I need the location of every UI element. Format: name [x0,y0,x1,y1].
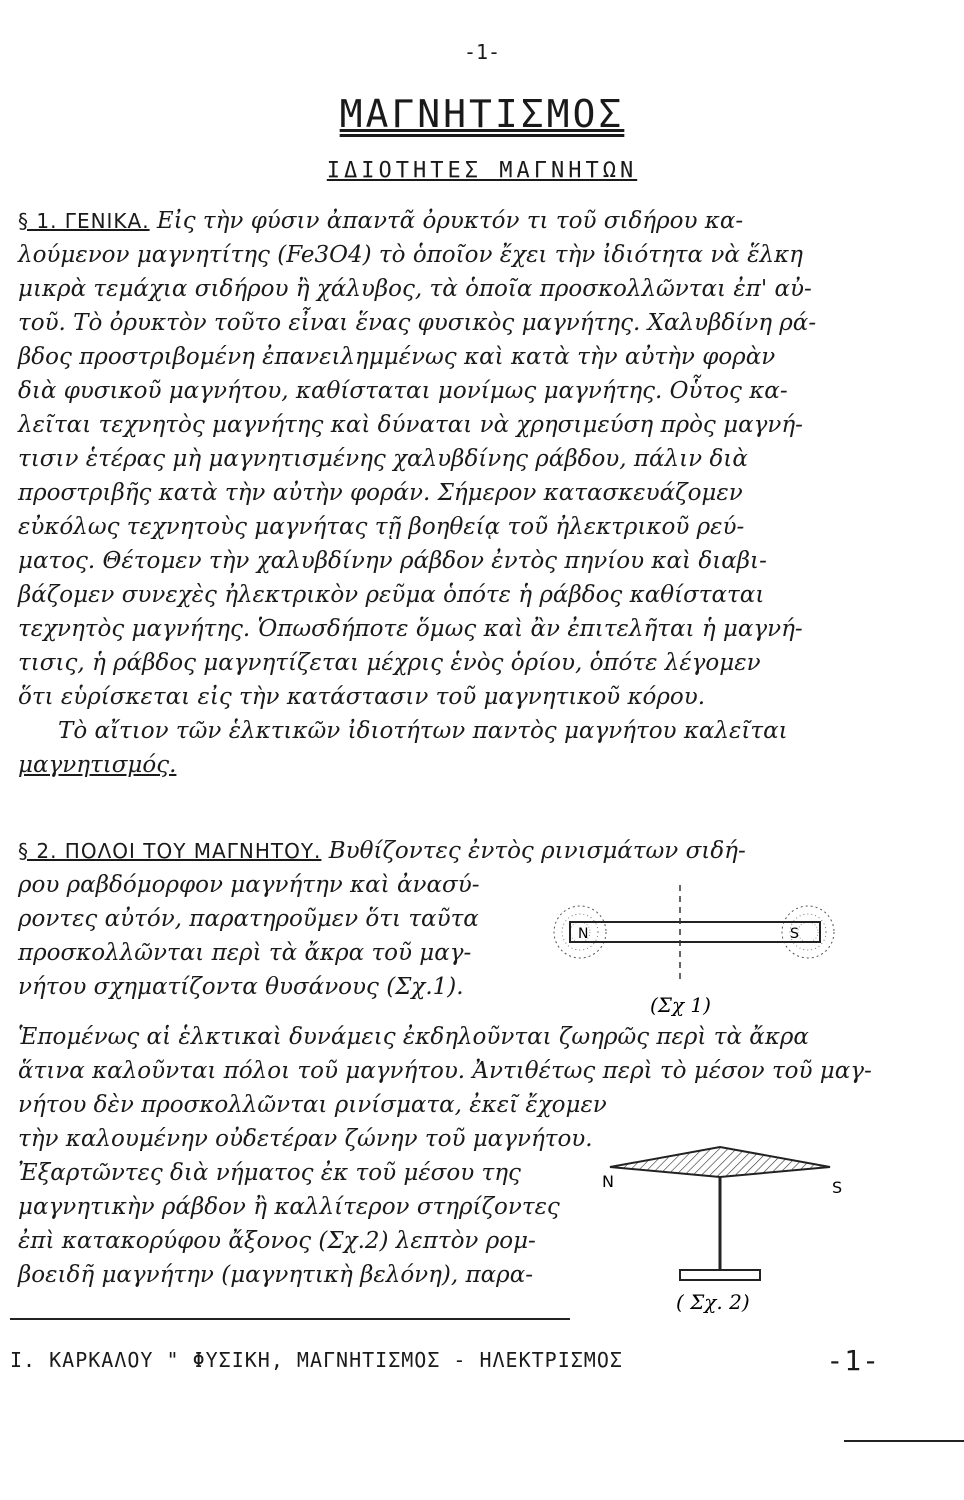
magnetic-needle [610,1147,830,1177]
text-line: Εἰς τὴν φύσιν ἀπαντᾶ ὀρυκτόν τι τοῦ σιδήρου κα- [156,208,744,234]
text-line: ὅτι εὑρίσκεται εἰς τὴν κατάστασιν τοῦ μαγνητικοῦ κόρου. [18,684,706,710]
text-line: ἅτινα καλοῦνται πόλοι τοῦ μαγνήτου. Ἀντιθέτως περὶ τὸ μέσον τοῦ μαγ- [18,1058,872,1084]
footer-divider [10,1318,570,1320]
text-line: μικρὰ τεμάχια σιδήρου ἢ χάλυβος, τὰ ὁποῖα προσκολλῶνται ἐπ' αὐ- [18,276,812,302]
text-line: νήτου δὲν προσκολλῶνται ρινίσματα, ἐκεῖ ἔχομεν [18,1092,607,1118]
text-line: λεῖται τεχνητὸς μαγνήτης καὶ δύναται νὰ χρησιμεύση πρὸς μαγνή- [18,412,803,438]
magnet-north-label: N [578,926,589,942]
needle-south-label: S [832,1178,843,1197]
footer-text: Ι. ΚΑΡΚΑΛΟΥ " ΦΥΣΙΚΗ, ΜΑΓΝΗΤΙΣΜΟΣ - ΗΛΕΚΤΡΙΣΜΟΣ [10,1348,623,1372]
text-line: Βυθίζοντες ἐντὸς ρινισμάτων σιδή- [328,838,746,864]
text-line: βδος προστριβομένη ἐπανειλημμένως καὶ κατὰ τὴν αὐτὴν φορὰν [18,344,776,370]
needle-north-label: N [602,1172,614,1191]
text-line: Ἐξαρτῶντες διὰ νήματος ἐκ τοῦ μέσου της [18,1160,521,1186]
text-line: μαγνητικὴν ράβδον ἢ καλλίτερον στηρίζοντες [18,1194,560,1220]
figure-bar-magnet [550,880,840,1020]
text-line: Ἑπομένως αἱ ἑλκτικαὶ δυνάμεις ἐκδηλοῦνται ζωηρῶς περὶ τὰ ἄκρα [18,1024,809,1050]
bottom-rule [844,1440,964,1442]
text-line: προστριβῆς κατὰ τὴν αὐτὴν φοράν. Σήμερον κατασκευάζομεν [18,480,743,506]
page-subtitle: ΙΔΙΟΤΗΤΕΣ ΜΑΓΝΗΤΩΝ [326,158,638,183]
text-line: διὰ φυσικοῦ μαγνήτου, καθίσταται μονίμως μαγνήτης. Οὗτος κα- [18,378,788,404]
footer-page-number: -1- [826,1344,880,1377]
page-number-top: -1- [463,40,501,64]
text-line: ματος. Θέτομεν τὴν χαλυβδίνην ράβδον ἐντὸς πηνίου καὶ διαβι- [18,548,767,574]
text-line: Τὸ αἴτιον τῶν ἑλκτικῶν ἰδιοτήτων παντὸς μαγνήτου καλεῖται [58,718,788,744]
text-line: τοῦ. Τὸ ὀρυκτὸν τοῦτο εἶναι ἕνας φυσικὸς μαγνήτης. Χαλυβδίνη ρά- [18,310,817,336]
text-line: προσκολλῶνται περὶ τὰ ἄκρα τοῦ μαγ- [18,940,472,966]
text-line: ροντες αὐτόν, παρατηροῦμεν ὅτι ταῦτα [18,906,479,932]
figure1-caption: (Σχ 1) [650,993,711,1017]
text-line: μαγνητισμός. [18,752,177,778]
text-line: νήτου σχηματίζοντα θυσάνους (Σχ.1). [18,974,464,1000]
section1-heading: § 1. ΓΕΝΙΚΑ. [18,209,150,233]
footer [10,1344,950,1377]
text-line: λούμενον μαγνητίτης (Fe3O4) τὸ ὁποῖον ἔχει τὴν ἰδιότητα νὰ ἕλκη [18,242,803,268]
text-line: ρου ραβδόμορφον μαγνήτην καὶ ἀνασύ- [18,872,480,898]
text-line: βάζομεν συνεχὲς ἠλεκτρικὸν ρεῦμα ὁπότε ἡ ράβδος καθίσταται [18,582,765,608]
text-line: τισις, ἡ ράβδος μαγνητίζεται μέχρις ἑνὸς ὁρίου, ὁπότε λέγομεν [18,650,761,676]
magnet-south-label: S [790,926,799,942]
needle-stand-base [680,1270,760,1280]
section1-first-line [18,208,948,234]
figure2-caption: ( Σχ. 2) [676,1290,750,1314]
text-line: ἐπὶ κατακορύφου ἄξονος (Σχ.2) λεπτὸν ρομ- [18,1228,536,1254]
text-line: τεχνητὸς μαγνήτης. Ὁπωσδήποτε ὅμως καὶ ἂν ἐπιτελῆται ἡ μαγνή- [18,616,803,642]
text-line: βοειδῆ μαγνήτην (μαγνητικὴ βελόνη), παρα- [18,1262,533,1288]
section2-heading: § 2. ΠΟΛΟΙ ΤΟΥ ΜΑΓΝΗΤΟΥ. [18,839,322,863]
figure-magnetic-needle [580,1135,880,1315]
text-line: τὴν καλουμένην οὐδετέραν ζώνην τοῦ μαγνήτου. [18,1126,593,1152]
text-line: εὐκόλως τεχνητοὺς μαγνήτας τῇ βοηθείᾳ τοῦ ἠλεκτρικοῦ ρεύ- [18,514,745,540]
text-line: τισιν ἑτέρας μὴ μαγνητισμένης χαλυβδίνης ράβδου, πάλιν διὰ [18,446,748,472]
page-title: ΜΑΓΝΗΤΙΣΜΟΣ [339,92,625,136]
section2-first-line [18,838,948,864]
